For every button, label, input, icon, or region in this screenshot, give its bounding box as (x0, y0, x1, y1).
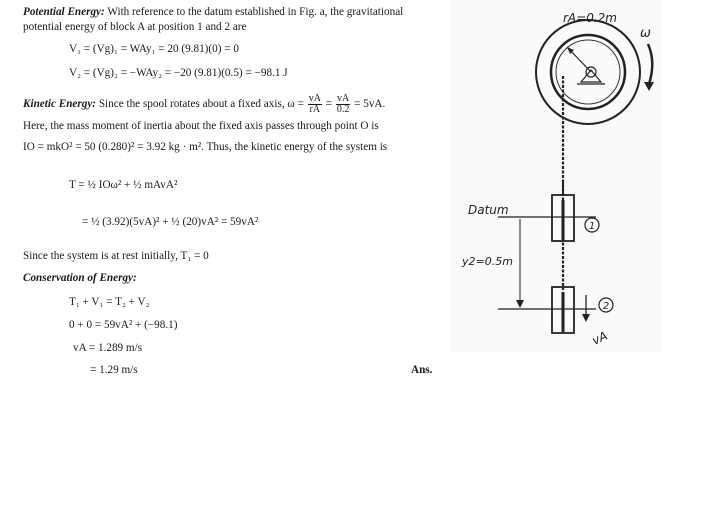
radius-label: rA=0.2m (563, 11, 617, 25)
ke-text-3: IO = mkO² = 50 (0.280)² = 3.92 kg · m². Thus, the kinetic energy of the system is (23, 141, 388, 153)
coe-heading: Conservation of Energy: (23, 272, 137, 284)
omega-label: ω (640, 26, 651, 41)
y2-label: y2=0.5m (462, 255, 513, 268)
pe-heading: Potential Energy: (23, 6, 105, 18)
coe-equation-1: T₁ + V₁ = T₂ + V₂ (69, 296, 150, 308)
omega-fraction-numeric: $\frac{vA}{0.2}$ (336, 93, 350, 115)
pe-line-1 (23, 5, 403, 19)
answer-label: Ans. (411, 364, 433, 376)
rest-text: Since the system is at rest initially, T₁ = 0 (23, 250, 209, 262)
coe-equation-2: 0 + 0 = 59vA² + (−98.1) (69, 319, 178, 331)
omega-fraction: $\frac{vA}{rA}$ (308, 93, 321, 115)
position-1-label: 1 (588, 221, 596, 232)
pe-text-2: potential energy of block A at position 1 and 2 are (23, 21, 247, 33)
pulley-diagram (450, 0, 662, 352)
pulley-figure (450, 0, 662, 352)
spool-inner-circle (551, 35, 625, 109)
v1-equation: V₁ = (Vg)₁ = WAy₁ = 20 (9.81)(0) = 0 (69, 43, 239, 55)
rotation-arrow-icon (648, 44, 652, 84)
va-label: vA (589, 328, 610, 348)
spool-hub-circle (556, 40, 620, 104)
ke-line-1: Kinetic Energy: Since the spool rotates about a fixed axis, ω = $\frac{vA}{rA}$ = $\frac{vA}{0.2}$ = 5vA. (23, 93, 386, 115)
ke-heading: Kinetic Energy: (23, 98, 97, 111)
v2-equation: V₂ = (Vg)₂ = −WAy₂ = −20 (9.81)(0.5) = −98.1 J (69, 67, 288, 79)
ke-text-1-end: = 5vA. (354, 98, 386, 111)
t-equation-1: T = ½ IOω² + ½ mAvA² (69, 179, 178, 191)
datum-label: Datum (468, 203, 509, 217)
position-2-label: 2 (602, 301, 610, 312)
coe-equation-3: vA = 1.289 m/s (73, 342, 143, 354)
coe-equation-4: = 1.29 m/s (90, 364, 138, 376)
ke-text-2: Here, the mass moment of inertia about the fixed axis passes through point O is (23, 120, 379, 132)
t-equation-2: = ½ (3.92)(5vA)² + ½ (20)vA² = 59vA² (82, 216, 259, 228)
pe-text-1: With reference to the datum established in Fig. a, the gravitational (107, 6, 404, 18)
ke-text-1: Since the spool rotates about a fixed axis, ω = (98, 98, 304, 111)
